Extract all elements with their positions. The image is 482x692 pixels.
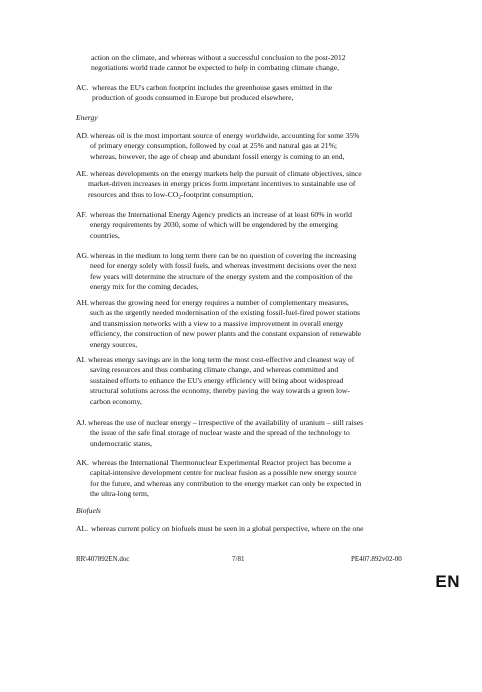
recital-line: of primary energy consumption, followed by coal at 25% and natural gas at 21%; [90,141,338,151]
recital-label: AI. [76,355,86,364]
recital-line: few years will determine the structure of the energy system and the composition of the [90,271,353,281]
recital-line: such as the urgently needed modernisation of the existing fossil-fuel-fired power stations [90,308,361,318]
recital-line: capital-intensive development centre for nuclear fusion as a possible new energy source [90,468,357,478]
recital-label: AL. [76,524,89,533]
recital-line: whereas the growing need for energy requires a number of complementary measures, [90,298,349,307]
recital-al [76,524,418,534]
recital-line: the issue of the safe final storage of nuclear waste and the spread of the technology to [90,428,350,438]
recital-line: market-driven increases in energy prices form important incentives to sustainable use of [88,179,356,189]
recital-ah [76,298,418,350]
footer-doc-reference: RR\407892EN.doc [76,555,130,563]
recital-line: whereas energy savings are in the long term the most cost-effective and cleanest way of [88,355,355,364]
recital-ag [76,251,418,293]
recital-line: whereas developments on the energy markets help the pursuit of climate objectives, since [90,169,362,178]
recital-ad [76,131,418,162]
recital-line: whereas current policy on biofuels must be seen in a global perspective, where on the one [91,524,364,533]
recital-label: AC. [76,83,89,92]
recital-aj [76,418,418,449]
recital-label: AK. [76,458,89,467]
recital-line: whereas the International Thermonuclear Experimental Reactor project has become a [92,458,351,467]
recital-line: energy mix for the coming decades, [90,282,199,292]
recital-label: AH. [76,298,89,307]
section-heading-biofuels: Biofuels [76,506,101,515]
language-code: EN [435,572,460,591]
recital-label: AD. [76,131,89,140]
recital-line: energy requirements by 2030, some of which will be engendered by the emerging [90,220,338,230]
recital-line: whereas the use of nuclear energy – irrespective of the availability of uranium – still raises [88,418,364,427]
recital-ak [76,458,418,500]
recital-af [76,210,418,241]
section-heading-energy: Energy [76,113,98,122]
intro-text [76,53,416,74]
subscript-2: 2 [178,194,182,201]
intro-line-1: action on the climate, and whereas without a successful conclusion to the post-2012 [91,53,346,62]
recital-line: and transmission networks with a view to a massive improvement in overall energy [90,318,344,328]
recital-ae [76,169,418,200]
recital-label: AJ. [76,418,87,427]
footer-page-number: 7/81 [232,555,245,563]
recital-line: whereas the International Energy Agency predicts an increase of at least 60% in world [90,210,352,219]
recital-label: AF. [76,210,87,219]
footer-pe-number: PE407.892v02-00 [351,555,402,563]
recital-line: the ultra-long term, [90,489,149,499]
recital-line: need for energy solely with fossil fuels, and whereas investment decisions over the next [90,261,357,271]
recital-line: countries, [90,230,120,240]
recital-line: undemocratic states, [90,438,152,448]
recital-label: AE. [76,169,89,178]
recital-line: sustained efforts to enhance the EU's energy efficiency will bring about widespread [90,375,344,385]
recital-line: whereas, however, the age of cheap and abundant fossil energy is coming to an end, [90,151,345,161]
recital-ac [76,83,418,104]
recital-ai [76,355,418,407]
recital-line: whereas the EU's carbon footprint includes the greenhouse gases emitted in the [92,83,333,92]
recital-line: whereas in the medium to long term there can be no question of covering the increasing [90,251,357,260]
recital-line: energy sources, [90,339,138,349]
intro-line-2: negotiations world trade cannot be expected to help in combating climate change, [91,63,339,73]
recital-line: efficiency, the construction of new power plants and the constant expansion of renewable [90,329,362,339]
recital-line: whereas oil is the most important source of energy worldwide, accounting for some 35% [90,131,360,140]
recital-line: saving resources and thus combating climate change, and whereas committed and [90,365,339,375]
recital-line: carbon economy, [90,396,142,406]
recital-line: for the future, and whereas any contribution to the energy market can only be expected in [90,478,362,488]
recital-line: production of goods consumed in Europe but produced elsewhere, [92,93,294,103]
recital-label: AG. [76,251,89,260]
recital-line: structural solutions across the economy, thereby paving the way towards a green low- [90,386,350,396]
recital-line: resources and thus to low-$CO_2$-footprint consumption, [88,189,254,201]
